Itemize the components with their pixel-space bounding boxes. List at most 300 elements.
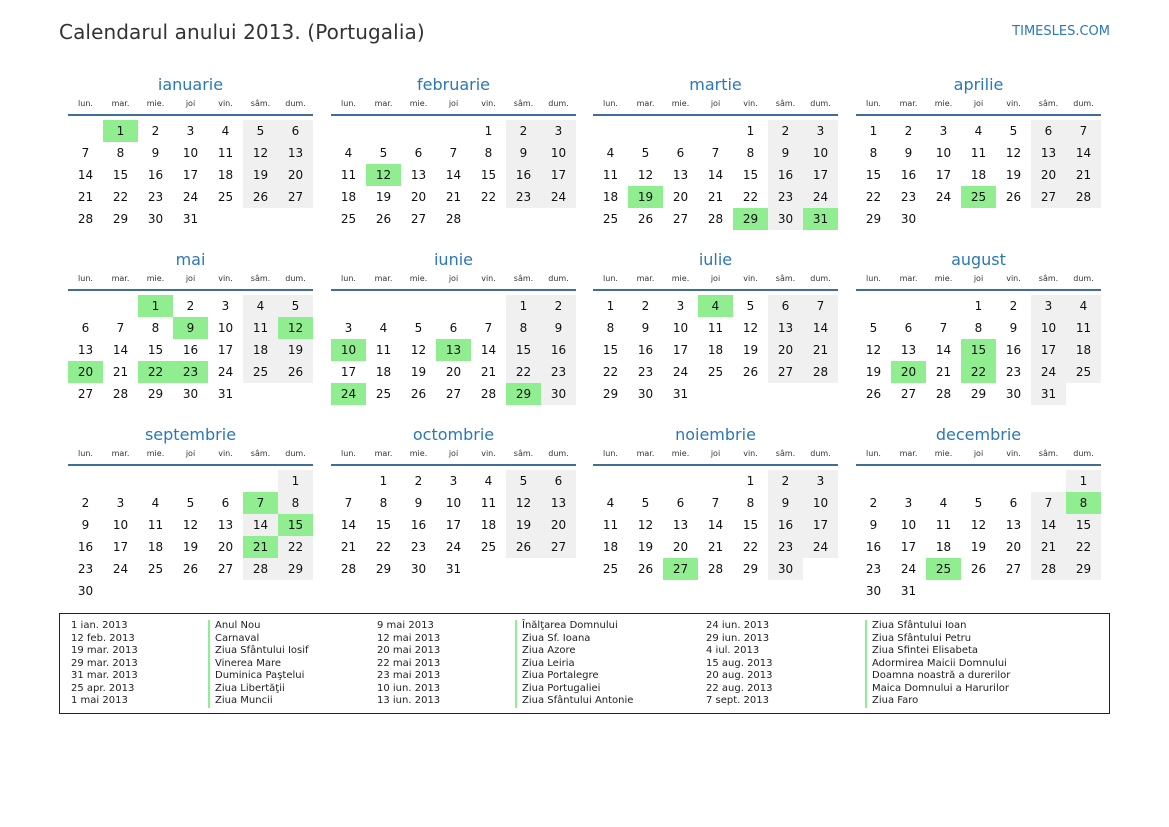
day-cell: 29 — [970, 387, 987, 401]
day-cell: 26 — [637, 562, 654, 576]
day-cell: 3 — [803, 120, 838, 142]
month-name: iunie — [433, 250, 473, 269]
weekday-label: vin. — [1006, 274, 1021, 283]
day-cell: 4 — [243, 295, 278, 317]
holiday-date: 23 mai 2013 — [377, 670, 441, 681]
month-name: octombrie — [412, 425, 495, 444]
day-cell: 22 — [865, 190, 882, 204]
day-cell: 22 — [742, 540, 759, 554]
holiday-date: 22 aug. 2013 — [706, 682, 773, 694]
day-cell: 14 — [707, 518, 724, 532]
day-cell: 12 — [182, 518, 199, 532]
holiday-day-cell: 4 — [698, 295, 733, 317]
day-cell: 6 — [449, 321, 458, 335]
day-cell: 30 — [147, 212, 164, 226]
weekday-label: lun. — [603, 274, 618, 283]
day-cell: 19 — [375, 190, 392, 204]
day-cell: 30 — [768, 208, 803, 230]
day-cell: 27 — [900, 387, 917, 401]
holiday-name: Ziua Azore — [515, 645, 633, 658]
day-cell: 8 — [869, 146, 878, 160]
holiday-date: 25 apr. 2013 — [71, 682, 135, 694]
holiday-date: 15 aug. 2013 — [706, 657, 773, 669]
holiday-name: Maica Domnului a Harurilor — [865, 683, 1010, 696]
day-cell: 1 — [379, 474, 388, 488]
day-cell: 12 — [506, 492, 541, 514]
day-cell: 18 — [707, 343, 724, 357]
day-cell: 18 — [480, 518, 497, 532]
day-cell: 19 — [182, 540, 199, 554]
day-cell: 25 — [602, 562, 619, 576]
day-cell: 10 — [803, 492, 838, 514]
holiday-names-column — [865, 620, 1010, 708]
holiday-date: 20 aug. 2013 — [706, 670, 773, 681]
weekday-label: mar. — [636, 449, 655, 458]
day-cell: 31 — [1031, 383, 1066, 405]
weekday-label: lun. — [866, 449, 881, 458]
holiday-date: 24 iun. 2013 — [706, 620, 770, 631]
day-cell: 22 — [1066, 536, 1101, 558]
day-cell: 5 — [974, 496, 983, 510]
weekday-label: mar. — [899, 274, 918, 283]
day-cell: 3 — [186, 124, 195, 138]
weekday-label: mie. — [671, 449, 690, 458]
holiday-name: Ziua Portalegre — [515, 670, 633, 683]
day-cell: 19 — [637, 540, 654, 554]
weekday-label: lun. — [341, 99, 356, 108]
day-cell: 23 — [900, 190, 917, 204]
weekday-label: vin. — [743, 99, 758, 108]
day-cell: 31 — [445, 562, 462, 576]
weekday-label: joi — [973, 449, 984, 458]
day-cell: 25 — [375, 387, 392, 401]
holiday-date: 1 mai 2013 — [71, 695, 128, 706]
day-cell: 24 — [900, 562, 917, 576]
day-cell: 14 — [77, 168, 94, 182]
holiday-date: 22 mai 2013 — [377, 657, 441, 669]
day-cell: 24 — [672, 365, 689, 379]
month-name: iulie — [698, 250, 733, 269]
holiday-date: 12 mai 2013 — [377, 632, 441, 644]
day-cell: 9 — [506, 142, 541, 164]
holiday-day-cell: 22 — [961, 361, 996, 383]
day-cell: 15 — [506, 339, 541, 361]
weekday-label: sâm. — [513, 449, 534, 458]
day-cell: 27 — [410, 212, 427, 226]
weekday-label: dum. — [810, 449, 831, 458]
holiday-day-cell: 29 — [506, 383, 541, 405]
weekday-label: sâm. — [775, 449, 796, 458]
day-cell: 17 — [672, 343, 689, 357]
day-cell: 28 — [112, 387, 129, 401]
day-cell: 30 — [410, 562, 427, 576]
weekday-label: joi — [710, 449, 721, 458]
day-cell: 16 — [147, 168, 164, 182]
weekday-label: sâm. — [250, 449, 271, 458]
day-cell: 25 — [480, 540, 497, 554]
day-cell: 1 — [606, 299, 615, 313]
day-cell: 20 — [541, 514, 576, 536]
day-cell: 29 — [147, 387, 164, 401]
day-cell: 27 — [672, 212, 689, 226]
holiday-day-cell: 7 — [243, 492, 278, 514]
weekday-label: dum. — [285, 99, 306, 108]
day-cell: 24 — [217, 365, 234, 379]
day-cell: 8 — [506, 317, 541, 339]
day-cell: 17 — [900, 540, 917, 554]
weekday-header — [331, 274, 576, 286]
holiday-day-cell: 15 — [961, 339, 996, 361]
day-cell: 19 — [410, 365, 427, 379]
day-cell: 19 — [970, 540, 987, 554]
holiday-name: Ziua Portugaliei — [515, 683, 633, 696]
day-cell: 3 — [449, 474, 458, 488]
day-cell: 6 — [904, 321, 913, 335]
day-cell: 3 — [221, 299, 230, 313]
day-cell: 28 — [1066, 186, 1101, 208]
weekday-header — [331, 99, 576, 111]
day-cell: 4 — [974, 124, 983, 138]
day-cell: 1 — [484, 124, 493, 138]
day-cell: 23 — [768, 536, 803, 558]
day-cell: 26 — [1005, 190, 1022, 204]
day-cell: 28 — [803, 361, 838, 383]
holiday-name: Anul Nou — [208, 620, 309, 633]
month-name: aprilie — [953, 75, 1004, 94]
day-cell: 29 — [278, 558, 313, 580]
day-cell: 2 — [414, 474, 423, 488]
holidays-legend — [59, 613, 1110, 714]
weekday-label: dum. — [1073, 449, 1094, 458]
day-cell: 1 — [506, 295, 541, 317]
weekday-label: lun. — [341, 449, 356, 458]
holiday-name: Înălţarea Domnului — [515, 620, 633, 633]
day-cell: 13 — [1031, 142, 1066, 164]
day-cell: 28 — [77, 212, 94, 226]
weekday-label: mar. — [636, 99, 655, 108]
day-cell: 2 — [768, 470, 803, 492]
day-cell: 5 — [1009, 124, 1018, 138]
day-cell: 15 — [112, 168, 129, 182]
weekday-label: sâm. — [1038, 449, 1059, 458]
day-cell: 3 — [1031, 295, 1066, 317]
day-cell: 21 — [707, 540, 724, 554]
day-cell: 17 — [803, 164, 838, 186]
day-cell: 5 — [641, 146, 650, 160]
header-rule — [331, 464, 576, 466]
day-cell: 9 — [904, 146, 913, 160]
weekday-label: vin. — [481, 274, 496, 283]
holiday-day-cell: 13 — [436, 339, 471, 361]
weekday-label: vin. — [743, 274, 758, 283]
day-cell: 19 — [243, 164, 278, 186]
day-cell: 4 — [151, 496, 160, 510]
day-cell: 13 — [541, 492, 576, 514]
holiday-day-cell: 22 — [138, 361, 173, 383]
holiday-name: Ziua Sfântului Antonie — [515, 695, 633, 708]
holiday-date: 19 mar. 2013 — [71, 645, 138, 656]
holiday-day-cell: 1 — [103, 120, 138, 142]
day-cell: 18 — [970, 168, 987, 182]
day-cell: 14 — [1066, 142, 1101, 164]
day-cell: 30 — [1005, 387, 1022, 401]
day-cell: 28 — [1031, 558, 1066, 580]
day-cell: 2 — [186, 299, 195, 313]
weekday-label: dum. — [548, 99, 569, 108]
day-cell: 6 — [221, 496, 230, 510]
day-cell: 25 — [340, 212, 357, 226]
holiday-name: Ziua Faro — [865, 695, 1010, 708]
day-cell: 5 — [414, 321, 423, 335]
day-cell: 3 — [904, 496, 913, 510]
weekday-label: mie. — [409, 99, 428, 108]
month-name: februarie — [416, 75, 491, 94]
weekday-label: sâm. — [1038, 274, 1059, 283]
weekday-label: mar. — [111, 99, 130, 108]
day-cell: 11 — [935, 518, 952, 532]
day-cell: 22 — [375, 540, 392, 554]
weekday-label: dum. — [548, 449, 569, 458]
weekday-label: mie. — [934, 99, 953, 108]
day-cell: 7 — [344, 496, 353, 510]
day-cell: 22 — [506, 361, 541, 383]
day-cell: 17 — [541, 164, 576, 186]
holiday-date: 1 ian. 2013 — [71, 620, 128, 631]
day-cell: 10 — [935, 146, 952, 160]
day-cell: 27 — [278, 186, 313, 208]
day-cell: 25 — [217, 190, 234, 204]
day-cell: 10 — [672, 321, 689, 335]
header-rule — [856, 289, 1101, 291]
day-cell: 29 — [112, 212, 129, 226]
day-cell: 24 — [445, 540, 462, 554]
weekday-label: dum. — [285, 274, 306, 283]
day-cell: 11 — [602, 518, 619, 532]
day-cell: 30 — [768, 558, 803, 580]
holiday-day-cell: 20 — [891, 361, 926, 383]
weekday-label: mar. — [636, 274, 655, 283]
day-cell: 6 — [676, 146, 685, 160]
holiday-day-cell: 31 — [803, 208, 838, 230]
day-cell: 4 — [379, 321, 388, 335]
day-cell: 21 — [935, 365, 952, 379]
day-cell: 20 — [1005, 540, 1022, 554]
day-cell: 17 — [217, 343, 234, 357]
day-cell: 21 — [480, 365, 497, 379]
day-cell: 16 — [506, 164, 541, 186]
day-cell: 12 — [637, 518, 654, 532]
day-cell: 8 — [606, 321, 615, 335]
weekday-label: vin. — [218, 449, 233, 458]
weekday-label: vin. — [743, 449, 758, 458]
day-cell: 2 — [768, 120, 803, 142]
day-cell: 14 — [112, 343, 129, 357]
weekday-label: joi — [973, 274, 984, 283]
month-name: ianuarie — [157, 75, 224, 94]
day-cell: 9 — [81, 518, 90, 532]
weekday-label: sâm. — [513, 99, 534, 108]
day-cell: 22 — [602, 365, 619, 379]
weekday-label: dum. — [1073, 274, 1094, 283]
day-cell: 28 — [707, 212, 724, 226]
day-cell: 13 — [768, 317, 803, 339]
day-cell: 14 — [480, 343, 497, 357]
day-cell: 6 — [768, 295, 803, 317]
day-cell: 20 — [768, 339, 803, 361]
day-cell: 5 — [186, 496, 195, 510]
weekday-label: mie. — [934, 274, 953, 283]
weekday-label: joi — [710, 274, 721, 283]
holiday-name: Ziua Sf. Ioana — [515, 633, 633, 646]
day-cell: 15 — [602, 343, 619, 357]
day-cell: 5 — [243, 120, 278, 142]
weekday-label: lun. — [603, 449, 618, 458]
day-cell: 30 — [637, 387, 654, 401]
day-cell: 11 — [1066, 317, 1101, 339]
day-cell: 26 — [742, 365, 759, 379]
day-cell: 24 — [182, 190, 199, 204]
day-cell: 9 — [151, 146, 160, 160]
day-cell: 1 — [278, 470, 313, 492]
day-cell: 3 — [676, 299, 685, 313]
header-rule — [68, 114, 313, 116]
day-cell: 3 — [116, 496, 125, 510]
holiday-name: Carnaval — [208, 633, 309, 646]
day-cell: 9 — [1009, 321, 1018, 335]
weekday-label: dum. — [810, 274, 831, 283]
weekday-label: sâm. — [775, 274, 796, 283]
day-cell: 10 — [803, 142, 838, 164]
day-cell: 29 — [602, 387, 619, 401]
weekday-header — [856, 99, 1101, 111]
holiday-date: 29 mar. 2013 — [71, 657, 138, 669]
holiday-date: 13 iun. 2013 — [377, 695, 441, 706]
day-cell: 11 — [480, 496, 497, 510]
day-cell: 4 — [939, 496, 948, 510]
holiday-day-cell: 12 — [278, 317, 313, 339]
day-cell: 11 — [217, 146, 234, 160]
weekday-header — [856, 449, 1101, 461]
header-rule — [856, 464, 1101, 466]
weekday-header — [68, 99, 313, 111]
holiday-name: Ziua Muncii — [208, 695, 309, 708]
day-cell: 19 — [742, 343, 759, 357]
day-cell: 30 — [900, 212, 917, 226]
day-cell: 11 — [970, 146, 987, 160]
weekday-label: mie. — [409, 449, 428, 458]
month-name: august — [951, 250, 1006, 269]
day-cell: 18 — [340, 190, 357, 204]
weekday-label: mar. — [374, 274, 393, 283]
holiday-names-column — [515, 620, 633, 708]
day-cell: 10 — [217, 321, 234, 335]
holiday-day-cell: 9 — [173, 317, 208, 339]
site-link[interactable]: TIMESLES.COM — [1012, 24, 1110, 39]
weekday-label: lun. — [78, 274, 93, 283]
day-cell: 30 — [865, 584, 882, 598]
holiday-name: Ziua Sfântului Ioan — [865, 620, 1010, 633]
day-cell: 14 — [445, 168, 462, 182]
day-cell: 1 — [746, 474, 755, 488]
day-cell: 16 — [900, 168, 917, 182]
weekday-label: mar. — [899, 99, 918, 108]
day-cell: 9 — [768, 492, 803, 514]
holiday-day-cell: 24 — [331, 383, 366, 405]
day-cell: 21 — [1031, 536, 1066, 558]
day-cell: 1 — [869, 124, 878, 138]
day-cell: 2 — [541, 295, 576, 317]
day-cell: 7 — [116, 321, 125, 335]
day-cell: 15 — [147, 343, 164, 357]
holiday-date: 29 iun. 2013 — [706, 632, 770, 644]
day-cell: 16 — [768, 164, 803, 186]
day-cell: 16 — [541, 339, 576, 361]
day-cell: 26 — [637, 212, 654, 226]
weekday-header — [593, 99, 838, 111]
day-cell: 15 — [742, 518, 759, 532]
day-cell: 27 — [768, 361, 803, 383]
day-cell: 14 — [1031, 514, 1066, 536]
day-cell: 12 — [243, 142, 278, 164]
day-cell: 22 — [742, 190, 759, 204]
holiday-name: Adormirea Maicii Domnului — [865, 658, 1010, 671]
holiday-dates-column — [377, 620, 440, 708]
holiday-name: Doamna noastră a durerilor — [865, 670, 1010, 683]
day-cell: 7 — [1031, 492, 1066, 514]
day-cell: 27 — [1005, 562, 1022, 576]
day-cell: 4 — [606, 146, 615, 160]
day-cell: 7 — [711, 496, 720, 510]
day-cell: 16 — [410, 518, 427, 532]
day-cell: 26 — [410, 387, 427, 401]
day-cell: 9 — [414, 496, 423, 510]
weekday-label: joi — [185, 99, 196, 108]
day-cell: 20 — [217, 540, 234, 554]
day-cell: 7 — [803, 295, 838, 317]
day-cell: 30 — [182, 387, 199, 401]
holiday-date: 4 iul. 2013 — [706, 645, 760, 656]
holiday-day-cell: 27 — [663, 558, 698, 580]
day-cell: 16 — [865, 540, 882, 554]
day-cell: 4 — [344, 146, 353, 160]
day-cell: 15 — [480, 168, 497, 182]
day-cell: 6 — [1031, 120, 1066, 142]
holiday-name: Ziua Sfântului Petru — [865, 633, 1010, 646]
day-cell: 20 — [672, 540, 689, 554]
weekday-label: vin. — [481, 449, 496, 458]
weekday-label: joi — [448, 274, 459, 283]
day-cell: 20 — [672, 190, 689, 204]
month-name: mai — [175, 250, 206, 269]
day-cell: 23 — [506, 186, 541, 208]
day-cell: 19 — [278, 339, 313, 361]
day-cell: 24 — [541, 186, 576, 208]
weekday-label: mar. — [111, 449, 130, 458]
day-cell: 23 — [1005, 365, 1022, 379]
day-cell: 23 — [77, 562, 94, 576]
day-cell: 25 — [1066, 361, 1101, 383]
header-rule — [856, 114, 1101, 116]
day-cell: 26 — [375, 212, 392, 226]
day-cell: 9 — [541, 317, 576, 339]
day-cell: 9 — [641, 321, 650, 335]
holiday-dates-column — [71, 620, 138, 708]
weekday-label: lun. — [866, 274, 881, 283]
weekday-header — [593, 449, 838, 461]
day-cell: 6 — [676, 496, 685, 510]
day-cell: 11 — [707, 321, 724, 335]
day-cell: 20 — [1031, 164, 1066, 186]
